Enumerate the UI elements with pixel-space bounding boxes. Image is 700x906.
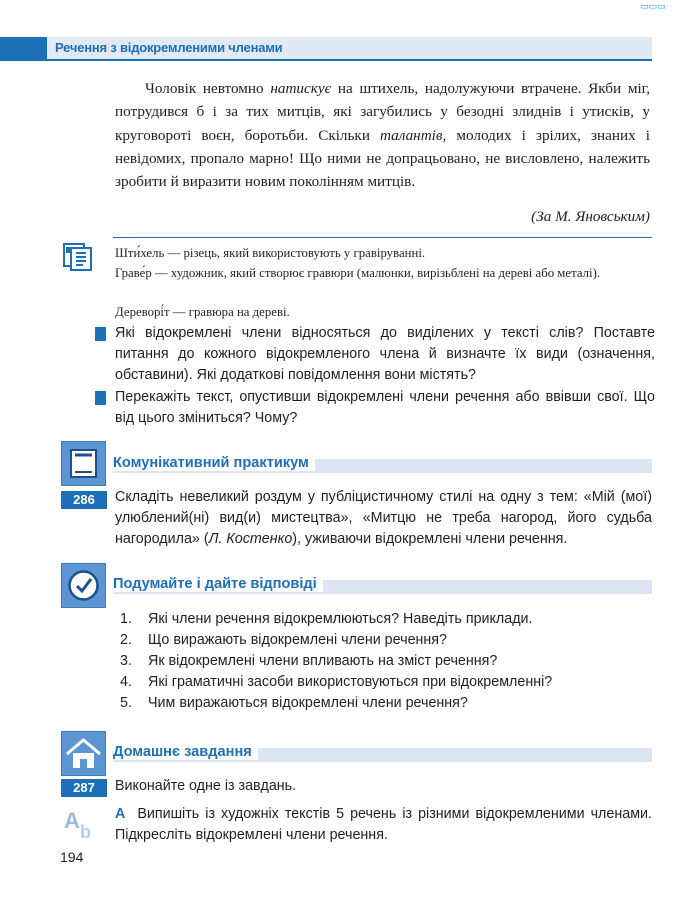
task-text: Перекажіть текст, опустивши відокремлені члени речення або ввівши свої. Що від цього зміниться? Чому?	[115, 389, 655, 427]
question-text: Які граматичні засоби використовуються при відокремленні?	[148, 674, 553, 690]
question-item	[120, 630, 650, 651]
question-text: Які члени речення відокремлюються? Наведіть приклади.	[148, 611, 533, 627]
task-item	[95, 323, 655, 387]
exercise-number: 287	[61, 779, 107, 797]
question-number: 1.	[120, 611, 132, 627]
task-text: Які відокремлені члени відносяться до виділених у тексті слів? Поставте питання до кожного відокремленого члена й визначте їх види (означення, обставини). Які додаткові повідомлення вони містять?	[115, 325, 655, 384]
passage-text: Чоловік невтомно	[145, 80, 271, 97]
option-letter: А	[115, 806, 126, 822]
question-number: 2.	[120, 632, 132, 648]
passage-text: , молодих і зрілих, знаних і невідомих, пропало марно! Що ними не допрацьовано, не висловлено, належить зробити й виразити новим поколінням митців.	[115, 126, 650, 191]
task-item	[95, 387, 655, 429]
question-text: Що виражають відокремлені члени речення?	[148, 632, 447, 648]
author-name: Л. Костенко	[208, 531, 293, 548]
highlighted-word: талантів	[380, 126, 443, 144]
exercise-text-part: Складіть невеликий роздум у публіцистичному стилі на одну з тем: «Мій (мої) улюблений(ні) вид(и) мистецтва», «Митцю не треба нагород, його судьба нагородила» (	[115, 489, 652, 548]
question-text: Чим виражаються відокремлені члени речення?	[148, 695, 468, 711]
divider	[113, 237, 652, 238]
header-accent-block	[0, 37, 47, 59]
svg-text:A: A	[64, 808, 80, 833]
page-number: 194	[60, 849, 84, 865]
highlighted-word: натискує	[270, 80, 332, 97]
question-text: Як відокремлені члени впливають на зміст речення?	[148, 653, 498, 669]
task-marker	[95, 391, 106, 405]
passage-attribution	[300, 205, 650, 228]
svg-text:b: b	[80, 822, 91, 840]
passage	[115, 77, 650, 193]
glossary-item: Граве́р — художник, який створює гравюри (малюнки, вирізьблені на дереві або металі).	[115, 266, 601, 280]
letters-icon	[62, 806, 102, 840]
section-title: Подумайте і дайте відповіді	[113, 576, 323, 592]
question-number: 5.	[120, 695, 132, 711]
homework-option	[115, 804, 652, 846]
question-item	[120, 672, 650, 693]
home-icon	[61, 731, 106, 776]
section-header-questions	[113, 576, 652, 598]
think-icon	[61, 563, 106, 608]
question-item	[120, 693, 650, 714]
passage-text: на штихель, надолужуючи втрачене. Якби міг, потрудився б і за тих митців, які загубились у безодні злиднів і утисків, у круговороті воєн, боротьби. Скільки	[115, 80, 650, 144]
section-title: Комунікативний практикум	[113, 455, 315, 471]
section-header-practicum	[113, 455, 652, 477]
task-marker	[95, 327, 106, 341]
dictionary-icon	[63, 243, 93, 271]
question-number: 3.	[120, 653, 132, 669]
exercise-text	[115, 487, 652, 551]
glossary-item: Дереворі́т — гравюра на дереві.	[115, 305, 290, 319]
glossary-item: Шти́хель — різець, який використовують у гравіруванні.	[115, 246, 426, 260]
question-item	[120, 651, 650, 672]
chapter-title: Речення з відокремленими членами	[55, 40, 283, 55]
question-item	[120, 609, 650, 630]
question-number: 4.	[120, 674, 132, 690]
chapter-header	[0, 37, 652, 61]
corner-mark: ▭▭▭	[640, 2, 666, 12]
practicum-icon	[61, 441, 106, 486]
exercise-number: 286	[61, 491, 107, 509]
section-header-homework	[113, 744, 652, 766]
exercise-intro: Виконайте одне із завдань.	[115, 778, 297, 794]
section-title: Домашнє завдання	[113, 744, 258, 760]
attribution-text: (За М. Яновським)	[531, 208, 650, 225]
exercise-text-part: ), уживаючи відокремлені члени речення.	[292, 531, 568, 548]
option-text: Випишіть із художніх текстів 5 речень із різними відокремленими членами. Підкресліть відокремлені члени речення.	[115, 806, 652, 844]
